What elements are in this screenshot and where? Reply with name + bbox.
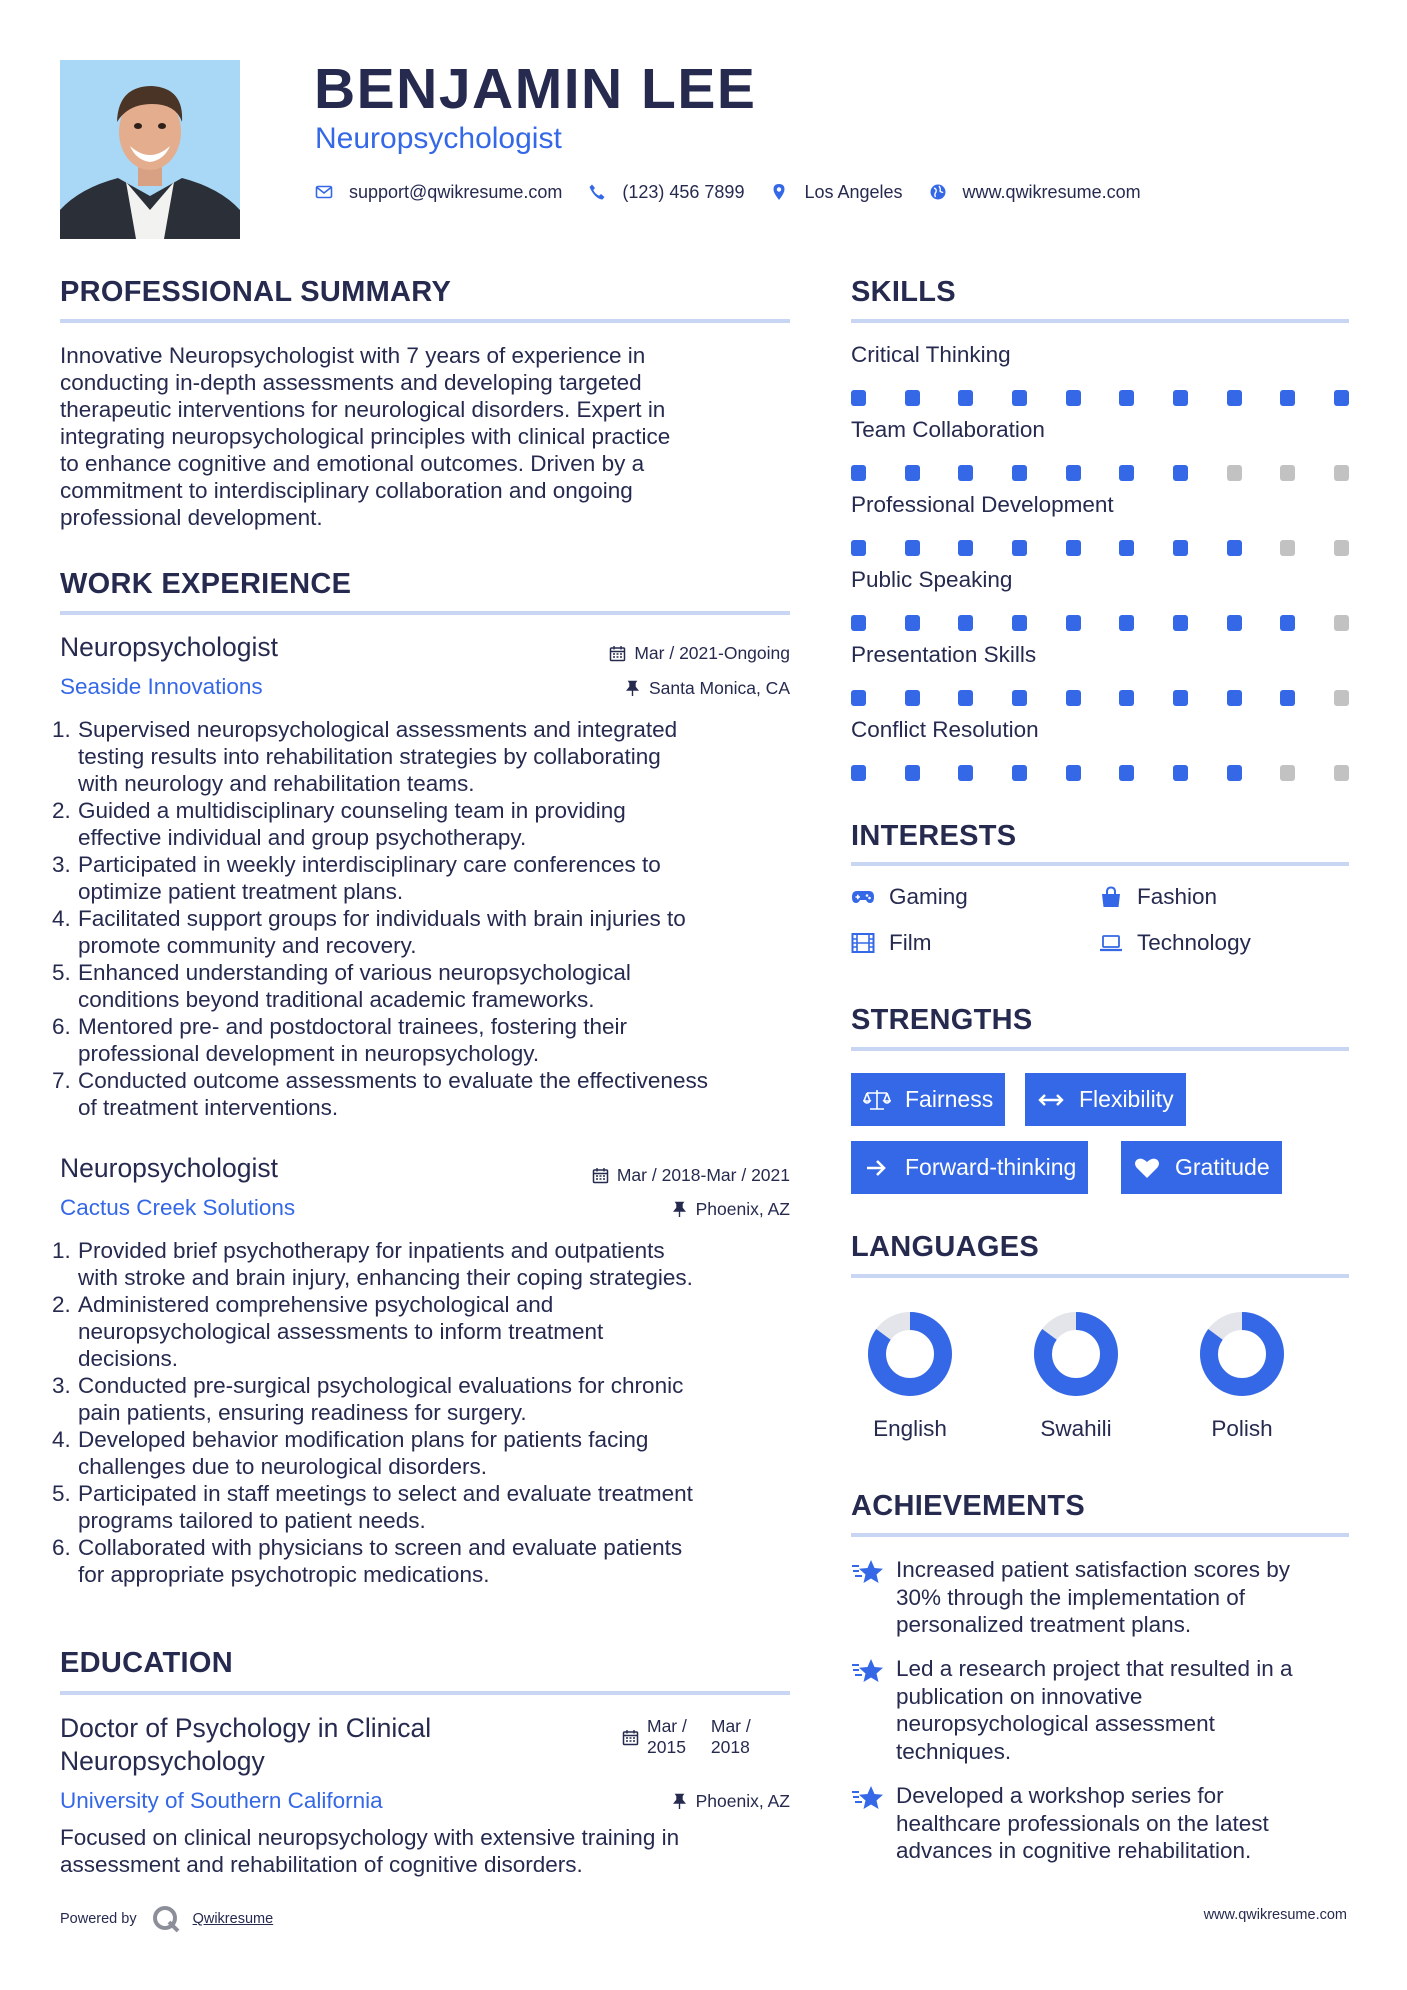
map-pin-icon	[770, 183, 788, 201]
profile-photo	[60, 60, 240, 239]
education-start-line: 2015	[647, 1737, 686, 1757]
job-2-dates-text: Mar / 2018-Mar / 2021	[616, 1165, 790, 1185]
languages-rule	[851, 1274, 1349, 1278]
skill-dot-empty	[1334, 765, 1349, 781]
interest-label: Technology	[1137, 930, 1251, 955]
duty-line: Conducted outcome assessments to evaluate the effectiveness	[78, 1068, 708, 1093]
profile-photo-illustration	[60, 60, 240, 239]
summary-line: Innovative Neuropsychologist with 7 years of experience in	[60, 343, 646, 368]
education-line: assessment and rehabilitation of cognitive disorders.	[60, 1852, 583, 1877]
achievement-text	[896, 1556, 1351, 1639]
skill-dot-filled	[1012, 465, 1027, 481]
achievement-line: neuropsychological assessment	[896, 1711, 1215, 1736]
list-number: 1.	[52, 717, 71, 742]
duty-line: professional development in neuropsychology.	[78, 1041, 540, 1066]
job-2-duties	[52, 1237, 800, 1588]
skill-dot-filled	[851, 465, 866, 481]
degree-line: Neuropsychology	[60, 1746, 265, 1776]
job-1-dates-text: Mar / 2021-Ongoing	[634, 643, 790, 663]
interest-fashion	[1099, 884, 1217, 910]
interest-label: Fashion	[1137, 884, 1218, 909]
skill-dot-empty	[1334, 540, 1349, 556]
skill-dot-empty	[1227, 465, 1242, 481]
contact-location-text: Los Angeles	[804, 181, 903, 202]
star-icon	[851, 1784, 885, 1814]
skill-dot-filled	[958, 690, 973, 706]
achievement-line: healthcare professionals on the latest	[896, 1810, 1269, 1836]
qwikresume-link[interactable]: Qwikresume	[192, 1911, 274, 1927]
interests-heading: INTERESTS	[851, 820, 1017, 852]
candidate-name: BENJAMIN LEE	[314, 57, 757, 121]
duty-line: Guided a multidisciplinary counseling team in providing	[78, 798, 626, 823]
interest-label: Gaming	[889, 884, 968, 909]
skill-rating	[851, 615, 1349, 631]
summary-line: to enhance cognitive and emotional outcomes. Driven by a	[60, 451, 645, 476]
summary-line: conducting in-depth assessments and developing targeted	[60, 370, 642, 395]
skill-dot-filled	[851, 765, 866, 781]
job-2-company: Cactus Creek Solutions	[60, 1195, 296, 1220]
skill-dot-filled	[1280, 690, 1295, 706]
job-2-role: Neuropsychologist	[60, 1153, 279, 1183]
skill-dot-filled	[905, 540, 920, 556]
skill-name: Professional Development	[851, 492, 1114, 517]
skill-dot-filled	[1119, 390, 1134, 406]
duty-line: Participated in staff meetings to select and evaluate treatment	[78, 1481, 693, 1506]
duty-line: with neurology and rehabilitation teams.	[78, 771, 475, 796]
skill-dot-filled	[1012, 690, 1027, 706]
language-name: Polish	[1211, 1416, 1273, 1441]
skill-dot-filled	[1227, 540, 1242, 556]
education-description	[60, 1824, 800, 1878]
achievement-line: personalized treatment plans.	[896, 1612, 1192, 1637]
achievements-rule	[851, 1533, 1349, 1537]
skill-dot-filled	[1173, 465, 1188, 481]
contact-location	[770, 182, 902, 203]
skill-dot-filled	[958, 615, 973, 631]
list-item	[52, 851, 800, 905]
strength-label: Flexibility	[1079, 1086, 1174, 1112]
job-1-location-text: Santa Monica, CA	[648, 678, 790, 698]
skill-dot-filled	[958, 390, 973, 406]
star-icon	[851, 1558, 885, 1588]
list-number: 1.	[52, 1238, 71, 1263]
language-level-ring	[1032, 1310, 1120, 1398]
duty-line: optimize patient treatment plans.	[78, 879, 404, 904]
achievement-text	[896, 1782, 1351, 1865]
job-1-company: Seaside Innovations	[60, 674, 263, 699]
education-location-text: Phoenix, AZ	[695, 1791, 790, 1811]
list-item	[52, 1237, 800, 1291]
strength-fairness	[851, 1073, 1005, 1126]
language-level-ring	[866, 1310, 954, 1398]
contact-email[interactable]	[315, 182, 562, 203]
contact-bar	[315, 179, 1167, 205]
skill-dot-filled	[958, 540, 973, 556]
summary-rule	[60, 319, 790, 323]
duty-line: for appropriate psychotropic medications.	[78, 1562, 490, 1587]
pushpin-icon	[671, 1201, 688, 1218]
education-end	[711, 1716, 751, 1758]
heart-icon	[1133, 1156, 1161, 1180]
list-number: 3.	[52, 852, 71, 877]
contact-email-text: support@qwikresume.com	[349, 181, 563, 202]
film-icon	[851, 932, 875, 954]
skill-dot-filled	[958, 465, 973, 481]
skill-dot-filled	[1066, 390, 1081, 406]
duty-line: Supervised neuropsychological assessments and integrated	[78, 717, 678, 742]
strength-gratitude	[1121, 1141, 1282, 1194]
duty-line: with stroke and brain injury, enhancing their coping strategies.	[78, 1265, 693, 1290]
calendar-icon	[622, 1729, 639, 1746]
phone-icon	[588, 183, 606, 201]
skill-dot-filled	[1173, 615, 1188, 631]
list-item	[52, 797, 800, 851]
candidate-title: Neuropsychologist	[315, 122, 562, 155]
strength-forward-thinking	[851, 1141, 1088, 1194]
language-level-ring	[1198, 1310, 1286, 1398]
education-end-line: Mar /	[710, 1716, 751, 1736]
list-item	[52, 1534, 800, 1588]
skill-name: Presentation Skills	[851, 642, 1037, 667]
skill-dot-filled	[1066, 690, 1081, 706]
skill-dot-filled	[1119, 465, 1134, 481]
list-item	[52, 1291, 800, 1372]
skill-dot-filled	[1066, 540, 1081, 556]
duty-line: Administered comprehensive psychological and	[78, 1292, 554, 1317]
skill-dot-empty	[1334, 690, 1349, 706]
skill-dot-empty	[1334, 615, 1349, 631]
pushpin-icon	[671, 1793, 688, 1810]
education-dates	[622, 1716, 751, 1758]
achievement-line: Increased patient satisfaction scores by	[896, 1557, 1290, 1582]
laptop-icon	[1099, 932, 1123, 954]
summary-line: therapeutic interventions for neurological disorders. Expert in	[60, 397, 666, 422]
list-number: 5.	[52, 1481, 71, 1506]
list-number: 5.	[52, 960, 71, 985]
duty-line: effective individual and group psychotherapy.	[78, 825, 527, 850]
envelope-icon	[315, 183, 333, 201]
list-number: 3.	[52, 1373, 71, 1398]
skill-dot-filled	[1173, 765, 1188, 781]
list-item	[52, 905, 800, 959]
education-start	[647, 1716, 687, 1758]
summary-text	[60, 342, 800, 531]
duty-line: pain patients, ensuring readiness for surgery.	[78, 1400, 527, 1425]
duty-line: testing results into rehabilitation strategies by collaborating	[78, 744, 661, 769]
strength-label: Fairness	[905, 1086, 994, 1112]
list-number: 4.	[52, 906, 71, 931]
strengths-rule	[851, 1047, 1349, 1051]
interest-film	[851, 930, 931, 956]
gamepad-icon	[851, 886, 875, 908]
summary-line: professional development.	[60, 505, 323, 530]
skill-name: Critical Thinking	[851, 342, 1011, 367]
skill-name: Public Speaking	[851, 567, 1013, 592]
duty-line: challenges due to neurological disorders.	[78, 1454, 488, 1479]
skill-rating	[851, 390, 1349, 406]
language-name: English	[873, 1416, 947, 1441]
skill-dot-empty	[1280, 465, 1295, 481]
duty-line: neuropsychological assessments to inform treatment	[78, 1319, 604, 1344]
arrow-right-icon	[863, 1156, 891, 1180]
footer-url[interactable]: www.qwikresume.com	[1203, 1907, 1347, 1923]
skill-dot-filled	[851, 615, 866, 631]
skill-dot-filled	[1119, 765, 1134, 781]
experience-heading: WORK EXPERIENCE	[60, 568, 352, 600]
globe-icon	[929, 183, 947, 201]
skill-dot-filled	[851, 390, 866, 406]
duty-line: Developed behavior modification plans for patients facing	[78, 1427, 649, 1452]
skill-dot-empty	[1334, 465, 1349, 481]
contact-phone[interactable]	[588, 182, 744, 203]
skill-dot-filled	[1119, 540, 1134, 556]
list-item	[52, 1372, 800, 1426]
interest-gaming	[851, 884, 968, 910]
summary-line: integrating neuropsychological principles with clinical practice	[60, 424, 671, 449]
education-heading: EDUCATION	[60, 1647, 233, 1679]
skill-dot-filled	[1173, 690, 1188, 706]
skill-dot-filled	[1012, 390, 1027, 406]
job-2-location-text: Phoenix, AZ	[695, 1199, 790, 1219]
powered-by-label: Powered by	[60, 1911, 137, 1927]
list-number: 6.	[52, 1014, 71, 1039]
list-item	[52, 1426, 800, 1480]
shopping-bag-icon	[1099, 886, 1123, 908]
duty-line: Enhanced understanding of various neuropsychological	[78, 960, 631, 985]
duty-line: Mentored pre- and postdoctoral trainees, fostering their	[78, 1014, 628, 1039]
strength-flexibility	[1025, 1073, 1186, 1126]
skill-dot-filled	[1066, 615, 1081, 631]
education-location	[490, 1791, 790, 1812]
interests-rule	[851, 862, 1349, 866]
duty-line: Participated in weekly interdisciplinary care conferences to	[78, 852, 661, 877]
skill-dot-filled	[905, 465, 920, 481]
skill-dot-filled	[1173, 390, 1188, 406]
job-1-duties	[52, 716, 800, 1121]
skill-dot-filled	[1173, 540, 1188, 556]
pushpin-icon	[624, 680, 641, 697]
contact-website-text: www.qwikresume.com	[962, 181, 1141, 202]
powered-by	[60, 1904, 273, 1934]
skill-name: Conflict Resolution	[851, 717, 1039, 742]
skill-dot-filled	[905, 690, 920, 706]
skill-dot-filled	[905, 615, 920, 631]
degree-title	[60, 1712, 431, 1778]
duty-line: Conducted pre-surgical psychological evaluations for chronic	[78, 1373, 684, 1398]
duty-line: promote community and recovery.	[78, 933, 417, 958]
duty-line: Facilitated support groups for individuals with brain injuries to	[78, 906, 686, 931]
skill-dot-filled	[1066, 465, 1081, 481]
skill-rating	[851, 465, 1349, 481]
duty-line: conditions beyond traditional academic frameworks.	[78, 987, 595, 1012]
skill-dot-filled	[1227, 765, 1242, 781]
education-rule	[60, 1691, 790, 1695]
duty-line: of treatment interventions.	[78, 1095, 339, 1120]
skill-dot-filled	[1012, 540, 1027, 556]
strength-label: Gratitude	[1175, 1154, 1270, 1180]
duty-line: programs tailored to patient needs.	[78, 1508, 426, 1533]
job-1-dates	[490, 643, 790, 664]
skill-dot-filled	[905, 390, 920, 406]
skill-dot-filled	[1280, 390, 1295, 406]
skill-dot-filled	[1012, 615, 1027, 631]
skill-rating	[851, 540, 1349, 556]
contact-website[interactable]	[929, 182, 1141, 203]
achievement-line: Led a research project that resulted in a	[896, 1656, 1293, 1681]
skill-dot-filled	[905, 765, 920, 781]
list-item	[52, 1480, 800, 1534]
skill-dot-filled	[1227, 690, 1242, 706]
achievement-text	[896, 1655, 1351, 1765]
achievement-line: publication on innovative	[896, 1683, 1143, 1709]
calendar-icon	[609, 645, 626, 662]
job-1-location	[490, 678, 790, 699]
skill-dot-filled	[1227, 390, 1242, 406]
experience-rule	[60, 611, 790, 615]
skill-name: Team Collaboration	[851, 417, 1045, 442]
job-2-dates	[490, 1165, 790, 1186]
list-number: 2.	[52, 1292, 71, 1317]
list-item	[52, 1067, 800, 1121]
skill-dot-filled	[1334, 390, 1349, 406]
skill-rating	[851, 690, 1349, 706]
achievement-line: advances in cognitive rehabilitation.	[896, 1838, 1252, 1863]
list-number: 2.	[52, 798, 71, 823]
summary-heading: PROFESSIONAL SUMMARY	[60, 276, 452, 308]
job-2-location	[490, 1199, 790, 1220]
achievement-line: 30% through the implementation of	[896, 1584, 1245, 1610]
education-end-line: 2018	[710, 1737, 750, 1757]
skill-rating	[851, 765, 1349, 781]
degree-line: Doctor of Psychology in Clinical	[60, 1713, 432, 1743]
list-number: 6.	[52, 1535, 71, 1560]
achievement-line: Developed a workshop series for	[896, 1783, 1224, 1808]
duty-line: decisions.	[78, 1346, 179, 1371]
duty-line: Collaborated with physicians to screen and evaluate patients	[78, 1535, 683, 1560]
school-name: University of Southern California	[60, 1788, 383, 1813]
summary-line: commitment to interdisciplinary collaboration and ongoing	[60, 478, 633, 503]
contact-phone-text: (123) 456 7899	[622, 181, 745, 202]
interest-technology	[1099, 930, 1251, 956]
achievement-line: techniques.	[896, 1738, 1012, 1764]
skill-dot-filled	[1280, 615, 1295, 631]
skill-dot-filled	[851, 540, 866, 556]
balance-scale-icon	[863, 1088, 891, 1112]
arrows-horizontal-icon	[1037, 1088, 1065, 1112]
education-line: Focused on clinical neuropsychology with extensive training in	[60, 1825, 680, 1850]
languages-heading: LANGUAGES	[851, 1231, 1039, 1263]
skill-dot-filled	[1119, 615, 1134, 631]
skill-dot-filled	[1012, 765, 1027, 781]
calendar-icon	[592, 1167, 609, 1184]
skill-dot-filled	[958, 765, 973, 781]
strengths-heading: STRENGTHS	[851, 1004, 1033, 1036]
list-item	[52, 959, 800, 1013]
star-icon	[851, 1657, 885, 1687]
skill-dot-filled	[1066, 765, 1081, 781]
skills-rule	[851, 319, 1349, 323]
achievements-heading: ACHIEVEMENTS	[851, 1490, 1086, 1522]
qwikresume-logo-icon	[151, 1904, 181, 1934]
list-number: 4.	[52, 1427, 71, 1452]
skill-dot-filled	[1227, 615, 1242, 631]
skill-dot-empty	[1280, 765, 1295, 781]
duty-line: Provided brief psychotherapy for inpatients and outpatients	[78, 1238, 665, 1263]
education-start-line: Mar /	[647, 1716, 687, 1736]
skills-heading: SKILLS	[851, 276, 956, 308]
skill-dot-filled	[1119, 690, 1134, 706]
job-1-role: Neuropsychologist	[60, 632, 279, 662]
list-number: 7.	[52, 1068, 71, 1093]
interest-label: Film	[889, 930, 932, 955]
skill-dot-filled	[851, 690, 866, 706]
strength-label: Forward-thinking	[905, 1154, 1077, 1180]
list-item	[52, 1013, 800, 1067]
language-name: Swahili	[1040, 1416, 1112, 1441]
list-item	[52, 716, 800, 797]
skill-dot-empty	[1280, 540, 1295, 556]
